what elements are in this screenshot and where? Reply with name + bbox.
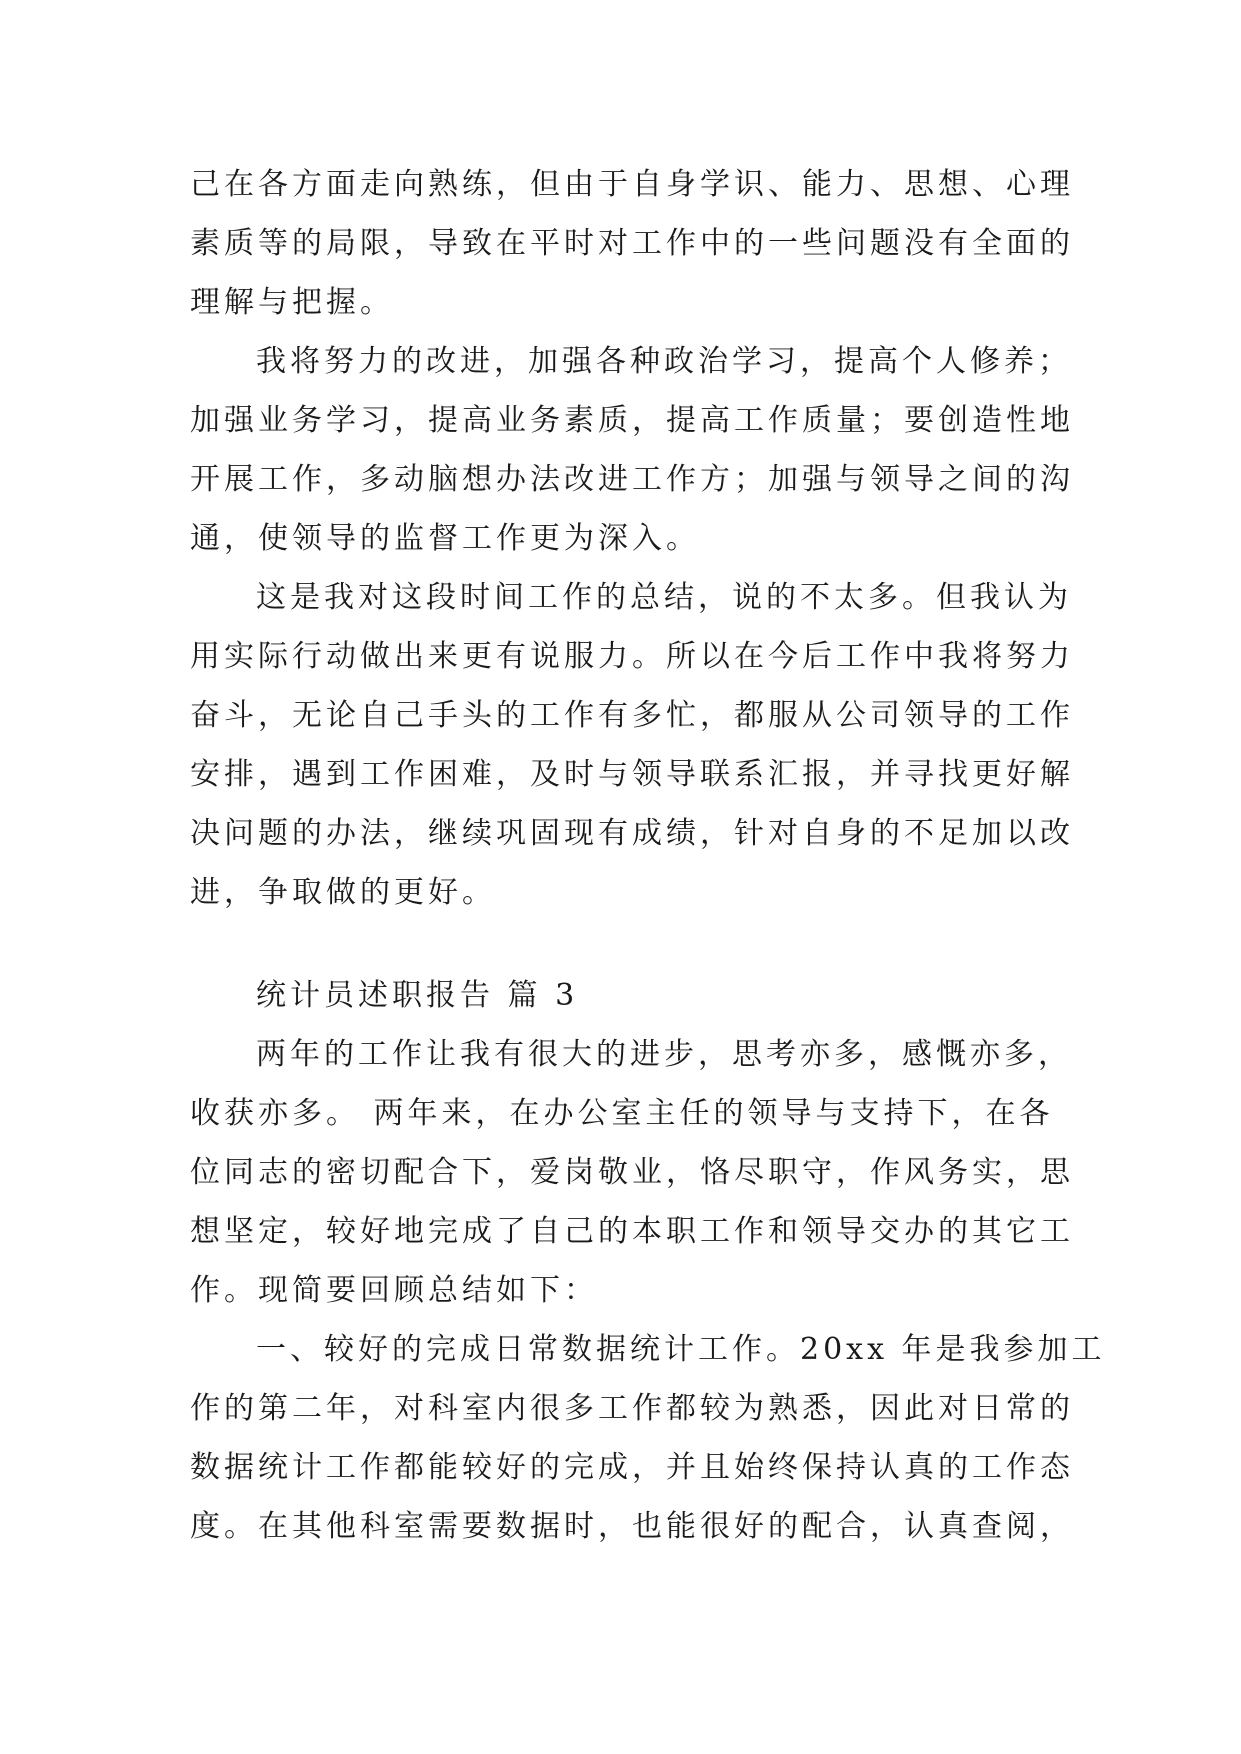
body-text-line: 作的第二年，对科室内很多工作都较为熟悉，因此对日常的 [190,1391,1074,1426]
body-text-line: 素质等的局限，导致在平时对工作中的一些问题没有全面的 [190,226,1074,261]
body-text-line: 进，争取做的更好。 [190,875,496,910]
paragraph-first-line: 两年的工作让我有很大的进步，思考亦多，感慨亦多， [256,1037,1072,1072]
body-text-line: 用实际行动做出来更有说服力。所以在今后工作中我将努力 [190,639,1074,674]
body-text-line: 己在各方面走向熟练，但由于自身学识、能力、思想、心理 [190,167,1074,202]
paragraph-first-line: 一、较好的完成日常数据统计工作。20xx 年是我参加工 [256,1332,1106,1367]
section-heading: 统计员述职报告 篇 3 [256,978,579,1013]
body-text-line: 奋斗，无论自己手头的工作有多忙，都服从公司领导的工作 [190,698,1074,733]
body-text-line: 作。现简要回顾总结如下： [190,1273,598,1308]
paragraph-first-line: 我将努力的改进，加强各种政治学习，提高个人修养； [256,344,1072,379]
body-text-line: 加强业务学习，提高业务素质，提高工作质量；要创造性地 [190,403,1074,438]
body-text-line: 通，使领导的监督工作更为深入。 [190,521,700,556]
body-text-line: 想坚定，较好地完成了自己的本职工作和领导交办的其它工 [190,1214,1074,1249]
body-text-line: 开展工作，多动脑想办法改进工作方；加强与领导之间的沟 [190,462,1074,497]
body-text-line: 决问题的办法，继续巩固现有成绩，针对自身的不足加以改 [190,816,1074,851]
paragraph-first-line: 这是我对这段时间工作的总结，说的不太多。但我认为 [256,580,1072,615]
body-text-line: 安排，遇到工作困难，及时与领导联系汇报，并寻找更好解 [190,757,1074,792]
body-text-line: 理解与把握。 [190,285,394,320]
body-text-line: 收获亦多。 两年来，在办公室主任的领导与支持下，在各 [190,1096,1054,1131]
body-text-line: 位同志的密切配合下，爱岗敬业，恪尽职守，作风务实，思 [190,1155,1074,1190]
body-text-line: 数据统计工作都能较好的完成，并且始终保持认真的工作态 [190,1450,1074,1485]
body-text-line: 度。在其他科室需要数据时，也能很好的配合，认真查阅， [190,1509,1074,1544]
